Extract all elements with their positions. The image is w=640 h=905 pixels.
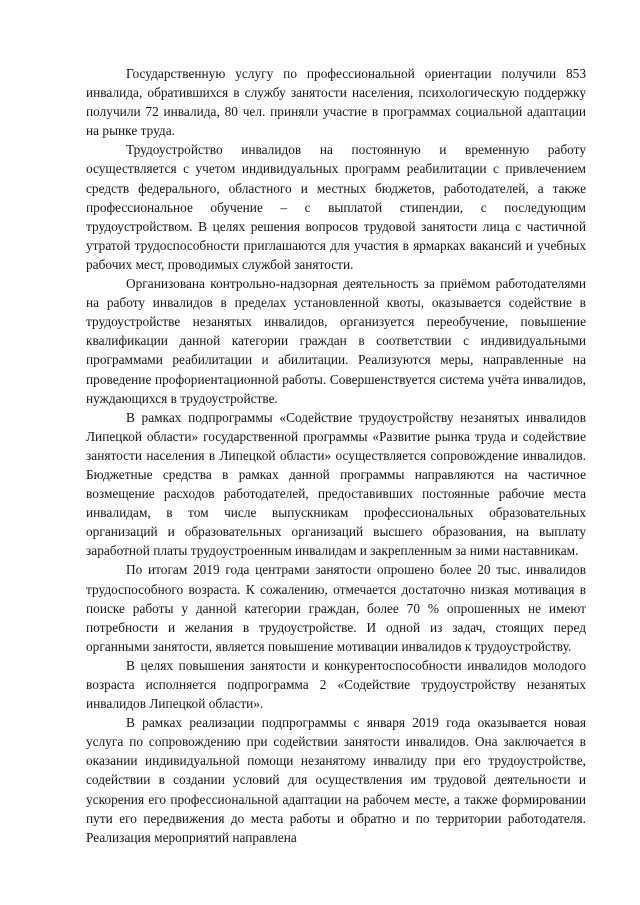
paragraph-new-service: В рамках реализации подпрограммы с января 2019 года оказывается новая услуга по сопровождению при содействии занятости инвалидов. Она заключается в оказании индивидуальной помощи незанятому инвалиду при его трудоустройстве, содействии в создании условий для осуществления им трудовой деятельности и ускорения его профессиональной адаптации на рабочем месте, а также формировании пути его передвижения до места работы и обратно и по территории работодателя. Реализация мероприятий направлена xyxy=(86,715,586,845)
paragraph-career-guidance: Государственную услугу по профессиональной ориентации получили 853 инвалида, обратившихся в службу занятости населения, психологическую поддержку получили 72 инвалида, 80 чел. приняли участие в программах социальной адаптации на рынке труда. xyxy=(86,66,586,139)
paragraph-young-disabled: В целях повышения занятости и конкурентоспособности инвалидов молодого возраста исполняется подпрограмма 2 «Содействие трудоустройству незанятых инвалидов Липецкой области». xyxy=(86,657,586,712)
paragraph-subprogram-support: В рамках подпрограммы «Содействие трудоустройству незанятых инвалидов Липецкой области» государственной программы «Развитие рынка труда и содействие занятости населения в Липецкой области» осуществляется сопровождение инвалидов. Бюджетные средства в рамках данной программы направляются на частичное возмещение расходов работодателей, предоставивших постоянные рабочие места инвалидам, в том числе выпускникам профессиональных образовательных организаций и образовательных организаций высшего образования, на выплату заработной платы трудоустроенным инвалидам и закрепленным за ними наставникам. xyxy=(86,409,586,559)
paragraph-quota-control: Организована контрольно-надзорная деятельность за приёмом работодателями на работу инвалидов в пределах установленной квоты, оказывается содействие в трудоустройстве незанятых инвалидов, организуется переобучение, повышение квалификации данной категории граждан в соответствии с индивидуальными программами реабилитации и абилитации. Реализуются меры, направленные на проведение профориентационной работы. Совершенствуется система учёта инвалидов, нуждающихся в трудоустройстве. xyxy=(86,276,586,406)
document-page xyxy=(86,64,586,847)
paragraph-survey-results: По итогам 2019 года центрами занятости опрошено более 20 тыс. инвалидов трудоспособного возраста. К сожалению, отмечается достаточно низкая мотивация в поиске работы у данной категории граждан, более 70 % опрошенных не имеют потребности и желания в трудоустройстве. И одной из задач, стоящих перед органными занятости, является повышение мотивации инвалидов к трудоустройству. xyxy=(86,562,586,654)
paragraph-employment-programs: Трудоустройство инвалидов на постоянную и временную работу осуществляется с учетом индивидуальных программ реабилитации с привлечением средств федерального, областного и местных бюджетов, работодателей, а также профессиональное обучение – с выплатой стипендии, с последующим трудоустройством. В целях решения вопросов трудовой занятости лица с частичной утратой трудоспособности приглашаются для участия в ярмарках вакансий и учебных рабочих мест, проводимых службой занятости. xyxy=(86,142,586,272)
